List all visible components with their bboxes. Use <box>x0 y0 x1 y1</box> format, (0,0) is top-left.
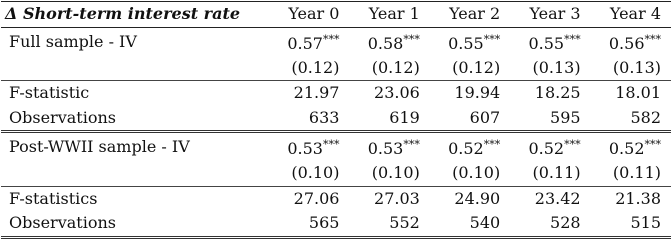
panel-2-std-error-row <box>1 161 671 186</box>
regression-table <box>1 1 671 239</box>
regression-table-container <box>1 1 671 239</box>
panel-1-label: Full sample - IV <box>9 31 137 51</box>
significance-stars: *** <box>483 138 501 151</box>
std-error-cell: (0.13) <box>612 57 661 77</box>
column-header-year-2: Year 2 <box>449 4 501 24</box>
coefficient-value: 0.53 <box>367 139 404 158</box>
observations-cell: 565 <box>308 213 340 233</box>
significance-stars: *** <box>322 138 340 151</box>
observations-label: Observations <box>9 107 116 127</box>
std-error-cell: (0.10) <box>371 163 420 183</box>
coefficient-cell <box>266 132 346 162</box>
observations-cell: 607 <box>469 107 501 127</box>
f-statistic-cell: 18.01 <box>588 81 671 106</box>
std-error-cell: (0.12) <box>371 57 420 77</box>
significance-stars: *** <box>403 32 420 46</box>
f-statistic-cell: 21.38 <box>588 186 671 211</box>
observations-cell: 552 <box>389 213 420 233</box>
std-error-cell: (0.11) <box>532 163 581 183</box>
coefficient-cell <box>427 27 507 56</box>
f-statistic-cell: 21.97 <box>266 81 346 106</box>
f-statistic-cell: 24.90 <box>427 186 507 211</box>
coefficient-value: 0.52 <box>528 139 565 158</box>
std-error-cell: (0.11) <box>612 163 661 183</box>
f-statistic-cell: 27.06 <box>266 186 346 211</box>
table-title: Δ Short-term interest rate <box>5 4 241 24</box>
std-error-cell: (0.10) <box>452 163 501 183</box>
significance-stars: *** <box>644 32 661 46</box>
std-error-cell: (0.12) <box>452 57 501 77</box>
f-statistic-cell: 27.03 <box>346 186 426 211</box>
coefficient-value: 0.52 <box>448 139 484 158</box>
header-row <box>1 2 671 28</box>
coefficient-value: 0.58 <box>367 33 404 53</box>
f-statistic-label: F-statistic <box>1 81 266 106</box>
coefficient-cell <box>427 132 507 162</box>
f-statistic-cell: 23.06 <box>346 81 426 106</box>
std-error-cell: (0.13) <box>532 57 581 77</box>
column-header-year-4: Year 4 <box>609 4 661 24</box>
coefficient-value: 0.55 <box>448 33 484 53</box>
significance-stars: *** <box>564 138 581 151</box>
f-statistic-cell: 18.25 <box>507 81 587 106</box>
coefficient-value: 0.53 <box>287 139 323 158</box>
significance-stars: *** <box>403 138 420 151</box>
significance-stars: *** <box>564 32 581 46</box>
observations-cell: 595 <box>550 107 581 127</box>
coefficient-cell <box>346 132 426 162</box>
panel-2-coefficient-row <box>1 132 671 162</box>
f-statistic-cell: 19.94 <box>427 81 507 106</box>
coefficient-cell <box>346 27 426 56</box>
observations-cell: 515 <box>630 213 661 233</box>
coefficient-value: 0.56 <box>608 33 645 53</box>
significance-stars: *** <box>644 138 661 151</box>
f-statistic-label: F-statistics <box>1 186 266 211</box>
coefficient-cell <box>266 27 346 56</box>
observations-cell: 528 <box>550 213 581 233</box>
std-error-cell: (0.10) <box>291 163 340 183</box>
panel-2-label: Post-WWII sample - IV <box>9 137 190 156</box>
panel-2-f-statistic-row <box>1 186 671 211</box>
significance-stars: *** <box>322 32 340 46</box>
column-header-year-3: Year 3 <box>529 4 581 24</box>
observations-cell: 633 <box>308 107 340 127</box>
coefficient-cell <box>588 132 671 162</box>
observations-cell: 540 <box>469 213 501 233</box>
observations-label: Observations <box>9 213 116 233</box>
column-header-year-0: Year 0 <box>288 4 340 24</box>
panel-2-observations-row <box>1 211 671 237</box>
std-error-cell: (0.12) <box>291 57 340 77</box>
panel-1-f-statistic-row <box>1 81 671 106</box>
coefficient-cell <box>588 27 671 56</box>
observations-cell: 619 <box>389 107 420 127</box>
coefficient-value: 0.52 <box>608 139 645 158</box>
coefficient-cell <box>507 132 587 162</box>
panel-1-observations-row <box>1 106 671 132</box>
coefficient-value: 0.57 <box>287 33 323 53</box>
coefficient-value: 0.55 <box>528 33 565 53</box>
panel-1-std-error-row <box>1 56 671 81</box>
f-statistic-cell: 23.42 <box>507 186 587 211</box>
observations-cell: 582 <box>630 107 661 127</box>
significance-stars: *** <box>483 32 501 46</box>
column-header-year-1: Year 1 <box>368 4 420 24</box>
coefficient-cell <box>507 27 587 56</box>
panel-1-coefficient-row <box>1 27 671 56</box>
